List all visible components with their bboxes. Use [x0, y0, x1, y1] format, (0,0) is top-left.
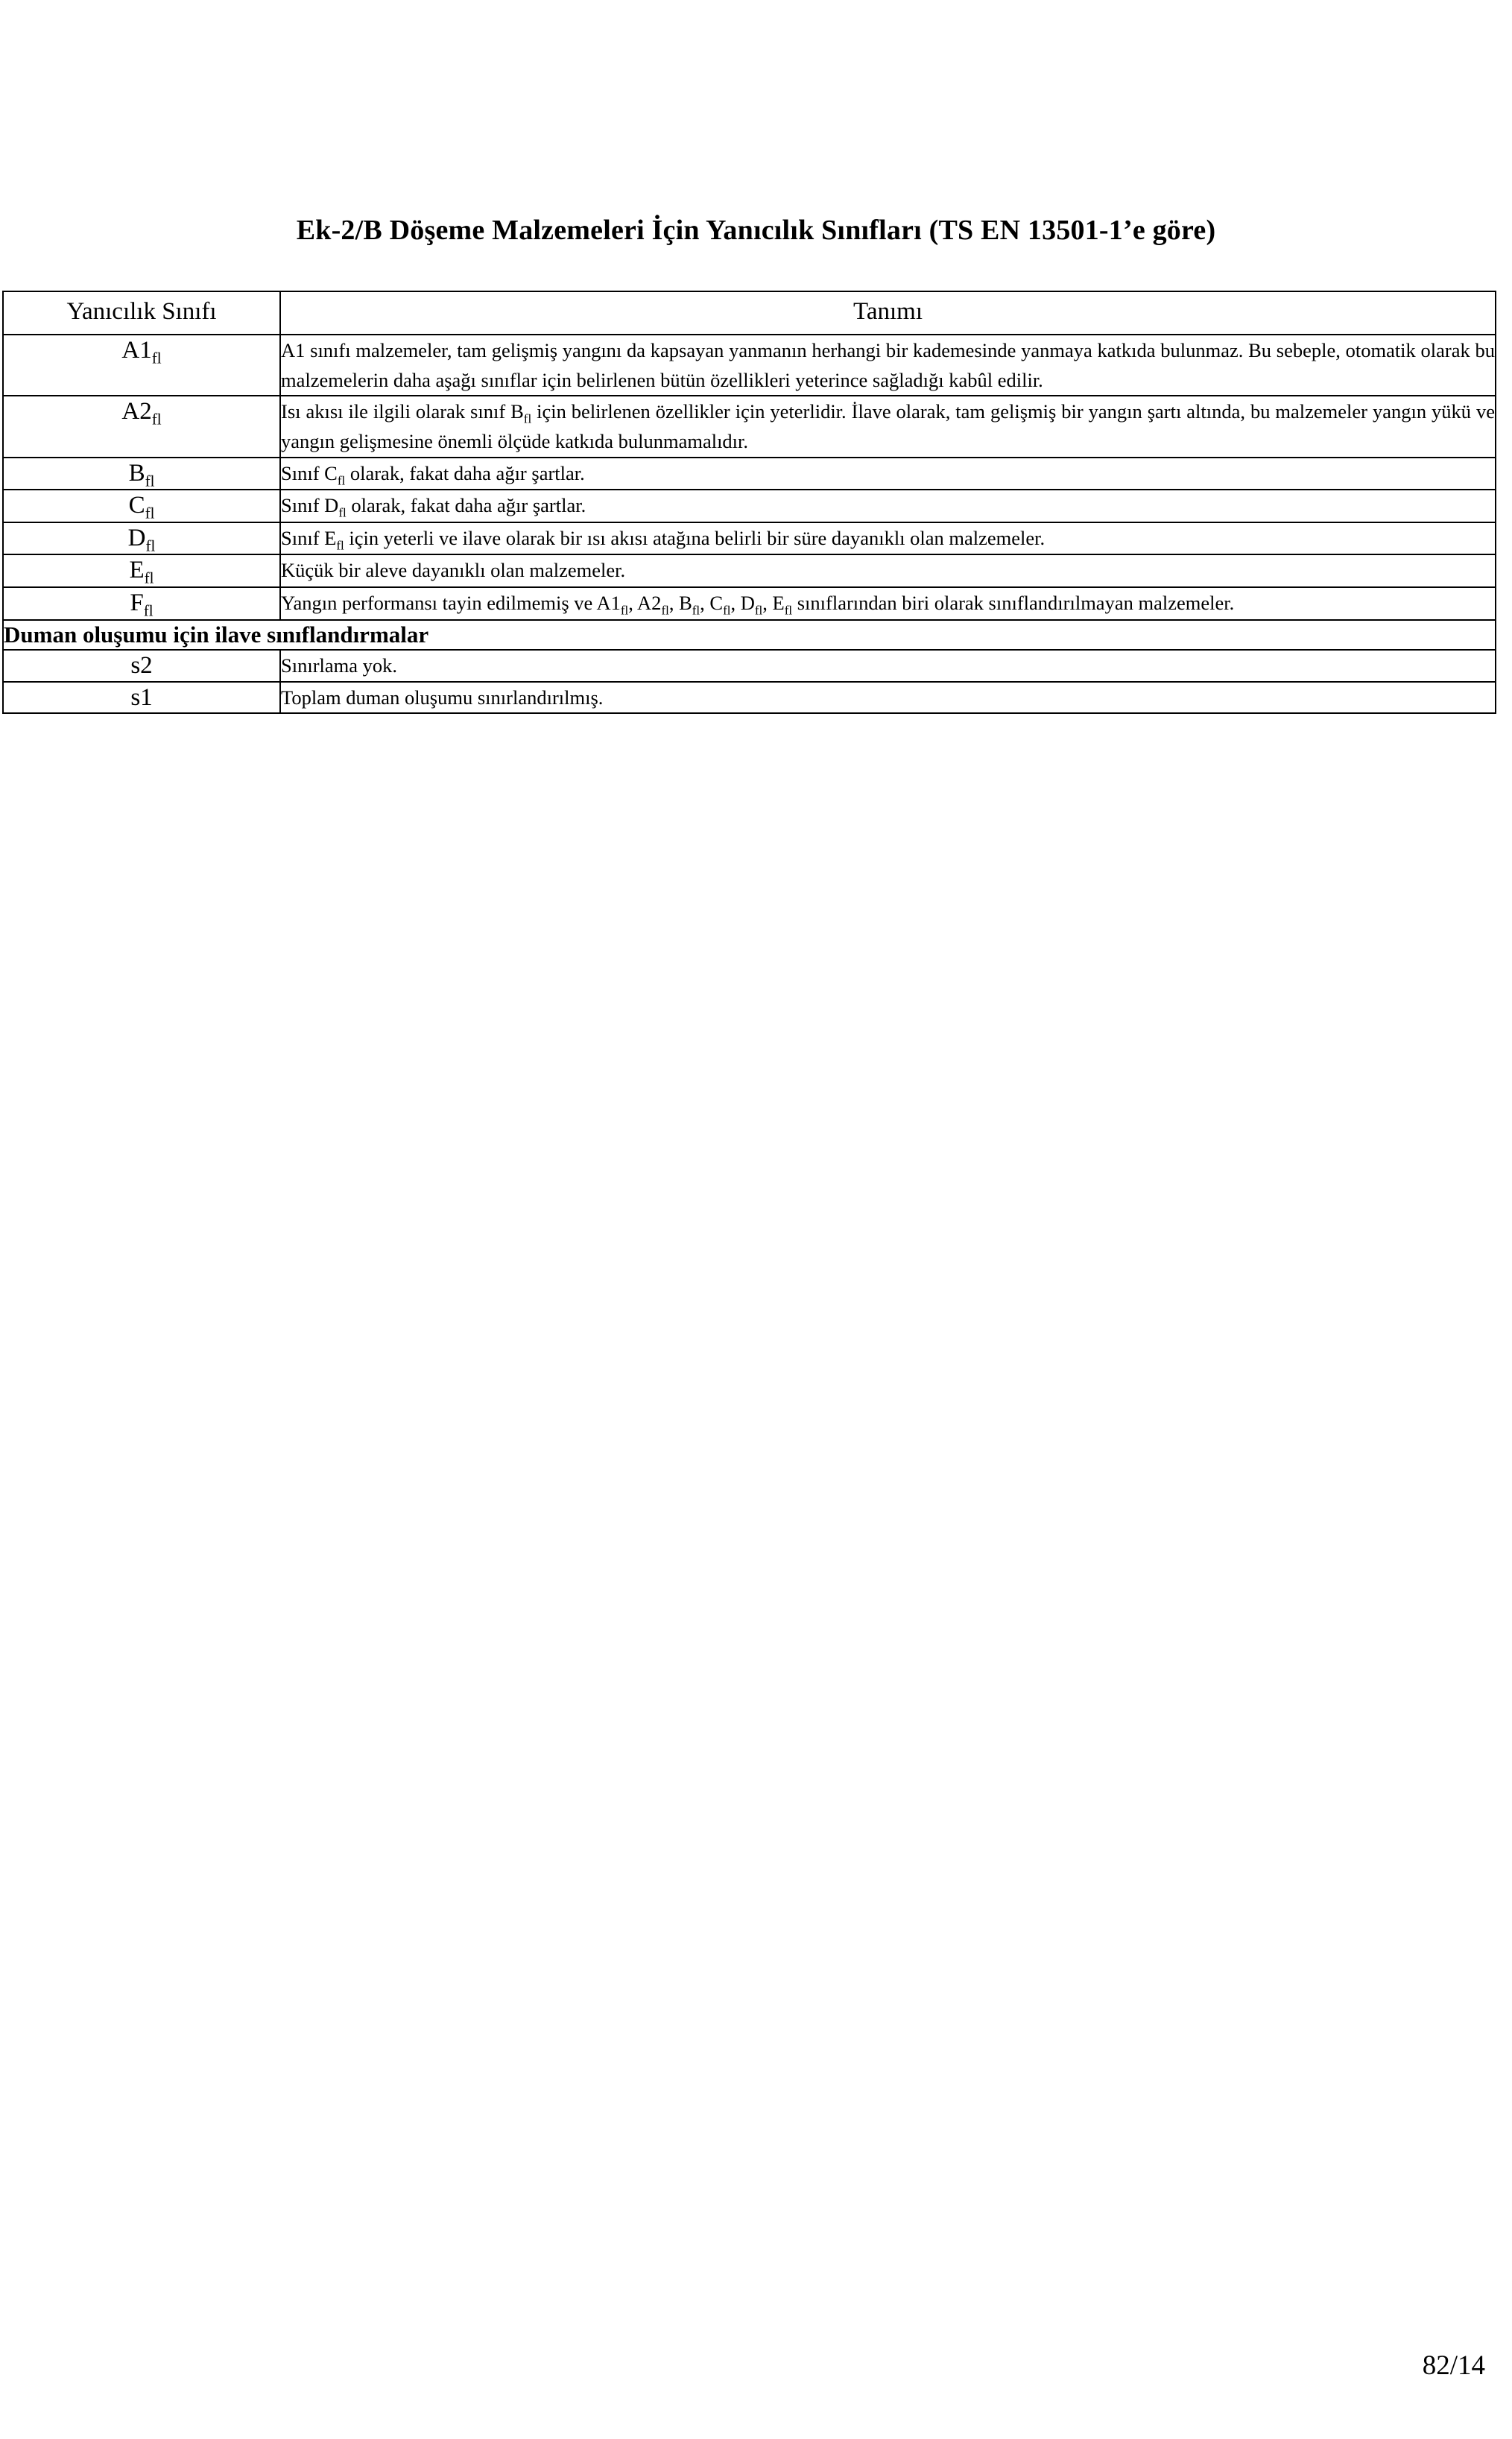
smoke-code-cell [3, 682, 280, 713]
class-code-main: D [127, 524, 146, 551]
class-description-prefix: Isı akısı ile ilgili olarak sınıf B [281, 400, 524, 423]
class-description-part: sınıflarından biri olarak sınıflandırılmayan malzemeler. [792, 592, 1235, 615]
class-description-inline-subscript: fl [661, 603, 669, 618]
page-title: Ek-2/B Döşeme Malzemeleri İçin Yanıcılık Sınıfları (TS EN 13501-1’e göre) [296, 215, 1216, 246]
table-row [3, 650, 1496, 681]
class-code-subscript: fl [151, 349, 162, 367]
smoke-section-label: Duman oluşumu için ilave sınıflandırmalar [3, 620, 1496, 651]
smoke-code-main: s1 [130, 683, 153, 711]
smoke-description-cell: Sınırlama yok. [280, 650, 1496, 681]
table-header-row [3, 291, 1496, 335]
class-code-cell [3, 554, 280, 587]
class-description-inline-subscript: fl [523, 411, 532, 426]
class-description-suffix: olarak, fakat daha ağır şartlar. [346, 494, 586, 517]
table-row [3, 587, 1496, 620]
class-description-inline-subscript: fl [754, 603, 763, 618]
class-description-suffix: olarak, fakat daha ağır şartlar. [345, 461, 585, 484]
class-description-inline-subscript: fl [336, 538, 344, 553]
class-code-cell [3, 335, 280, 396]
column-header-definition: Tanımı [280, 291, 1496, 335]
smoke-code-main: s2 [130, 652, 153, 680]
class-description-text: A1 sınıfı malzemeler, tam gelişmiş yangını da kapsayan yanmanın herhangi bir kademesinde yanmaya katkıda bulunmaz. Bu sebeple, otomatik olarak bu malzemelerin daha aşağı sınıflar için belirlenen bütün özellikleri yeterince sağladığı kabûl edilir. [281, 338, 1495, 391]
class-description-cell [280, 522, 1496, 555]
class-description-inline-subscript: fl [338, 505, 347, 520]
class-code-cell [3, 587, 280, 620]
class-description-part: , E [762, 592, 785, 615]
class-description-cell [280, 587, 1496, 620]
class-description-cell [280, 490, 1496, 522]
class-code-cell [3, 396, 280, 458]
class-description-inline-subscript: fl [620, 603, 629, 618]
flammability-class-table [2, 291, 1496, 714]
class-code-subscript: fl [144, 569, 154, 588]
table-row [3, 554, 1496, 587]
class-code-main: F [130, 589, 144, 617]
smoke-description-cell: Toplam duman oluşumu sınırlandırılmış. [280, 682, 1496, 713]
class-code-main: A2 [121, 398, 152, 426]
table-row [3, 522, 1496, 555]
table-row [3, 335, 1496, 396]
page-number: 82/14 [1422, 2350, 1485, 2381]
class-description-prefix: Sınıf C [281, 461, 338, 484]
class-description-cell [280, 458, 1496, 490]
class-description-cell [280, 335, 1496, 396]
class-description-text: Küçük bir aleve dayanıklı olan malzemeler. [281, 559, 626, 582]
class-code-subscript: fl [143, 601, 154, 620]
class-code-main: A1 [121, 336, 152, 364]
table-row [3, 396, 1496, 458]
table-row [3, 682, 1496, 713]
class-description-cell [280, 554, 1496, 587]
class-code-main: C [128, 492, 145, 519]
class-code-main: E [129, 557, 145, 584]
class-code-cell [3, 490, 280, 522]
class-description-cell [280, 396, 1496, 458]
class-description-suffix: için yeterli ve ilave olarak bir ısı akısı atağına belirli bir süre dayanıklı olan malzemeler. [344, 526, 1046, 549]
smoke-section-band-row [3, 620, 1496, 651]
class-code-subscript: fl [145, 504, 155, 522]
class-description-part: , B [668, 592, 692, 615]
class-description-inline-subscript: fl [723, 603, 731, 618]
class-description-suffix: için belirlenen özellikler için yeterlidir. İlave olarak, tam gelişmiş bir yangın şartı altında, bu malzemeler yangın yükü ve yangın gelişmesine önemli ölçüde katkıda bulunmamalıdır. [281, 400, 1495, 453]
class-description-part: Yangın performansı tayin edilmemiş ve A1 [281, 592, 621, 615]
class-code-subscript: fl [145, 472, 155, 490]
class-code-cell [3, 458, 280, 490]
flammability-class-table-wrapper [2, 291, 1495, 714]
class-description-inline-subscript: fl [692, 603, 700, 618]
class-code-subscript: fl [145, 537, 156, 555]
class-description-inline-subscript: fl [784, 603, 793, 618]
smoke-code-cell [3, 650, 280, 681]
class-code-main: B [128, 459, 145, 487]
table-row [3, 458, 1496, 490]
class-description-inline-subscript: fl [337, 472, 346, 487]
class-code-subscript: fl [151, 410, 162, 428]
class-code-cell [3, 522, 280, 555]
class-description-prefix: Sınıf D [281, 494, 339, 517]
class-description-part: , C [700, 592, 724, 615]
class-description-part: , A2 [628, 592, 662, 615]
class-description-part: , D [730, 592, 755, 615]
class-description-prefix: Sınıf E [281, 526, 337, 549]
table-row [3, 490, 1496, 522]
column-header-class: Yanıcılık Sınıfı [3, 291, 280, 335]
